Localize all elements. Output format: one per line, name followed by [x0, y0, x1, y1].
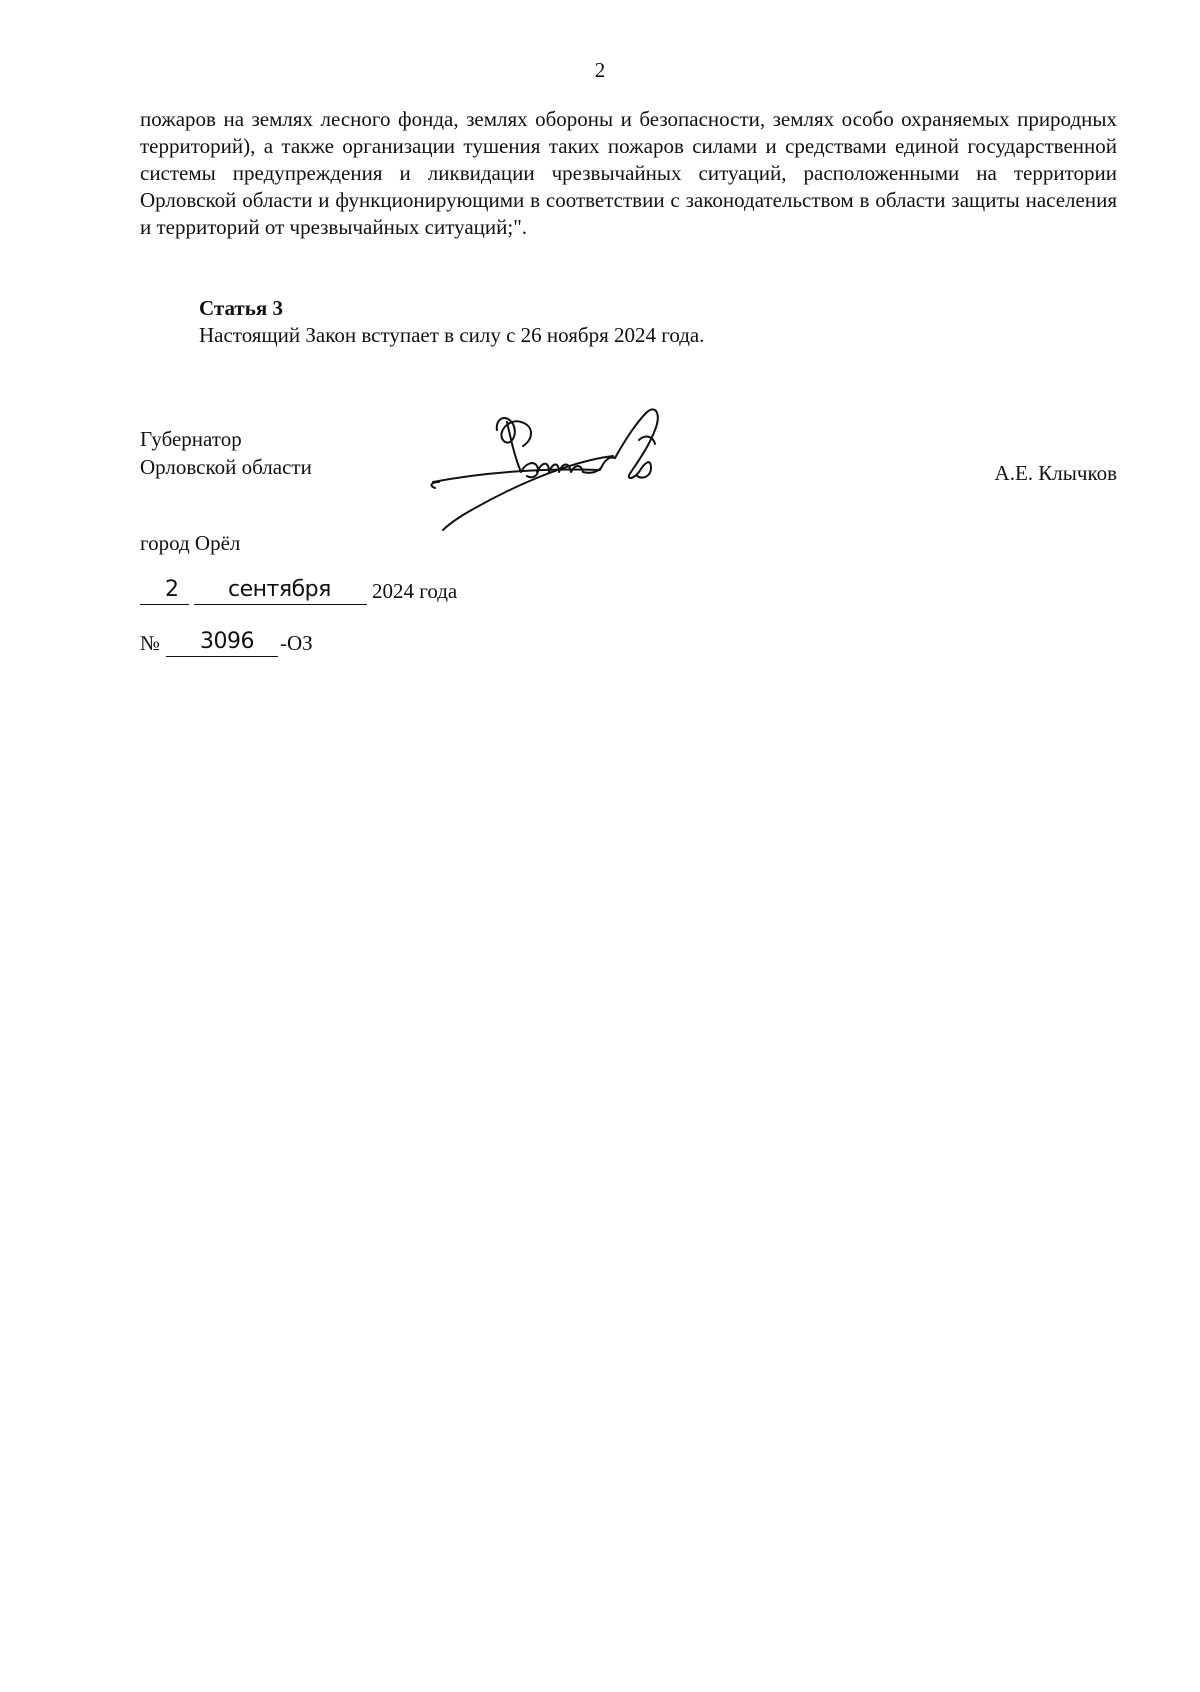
number-suffix: -ОЗ — [280, 631, 313, 655]
position-line-1: Губернатор — [140, 427, 242, 451]
law-number — [140, 630, 440, 662]
continuation-paragraph: пожаров на землях лесного фонда, землях обороны и безопасности, землях особо охраняемых природных территорий), а также организации тушения таких пожаров силами и средствами единой государственной системы предупреждения и ликвидации чрезвычайных ситуаций, расположенными на территории Орловской области и функционирующими в соответствии с законодательством в области защиты населения и территорий от чрезвычайных ситуаций;". — [140, 107, 1117, 239]
handwritten-signature — [425, 400, 715, 570]
position-line-2: Орловской области — [140, 455, 312, 479]
number-sign: № — [140, 631, 161, 655]
number-value: 3096 — [200, 629, 254, 654]
month-value: сентября — [228, 577, 331, 602]
month-underline — [194, 604, 367, 605]
day-underline — [140, 604, 189, 605]
article-title: Статья 3 — [199, 296, 283, 320]
year-text: 2024 года — [372, 579, 458, 603]
signatory-position — [140, 425, 312, 481]
number-underline — [166, 656, 278, 657]
signatory-name: А.Е. Клычков — [994, 461, 1117, 485]
city: город Орёл — [140, 531, 241, 555]
article-text: Настоящий Закон вступает в силу с 26 ноября 2024 года. — [199, 323, 705, 347]
page-number: 2 — [594, 58, 606, 82]
signing-date — [140, 578, 540, 610]
day-value: 2 — [165, 577, 179, 602]
